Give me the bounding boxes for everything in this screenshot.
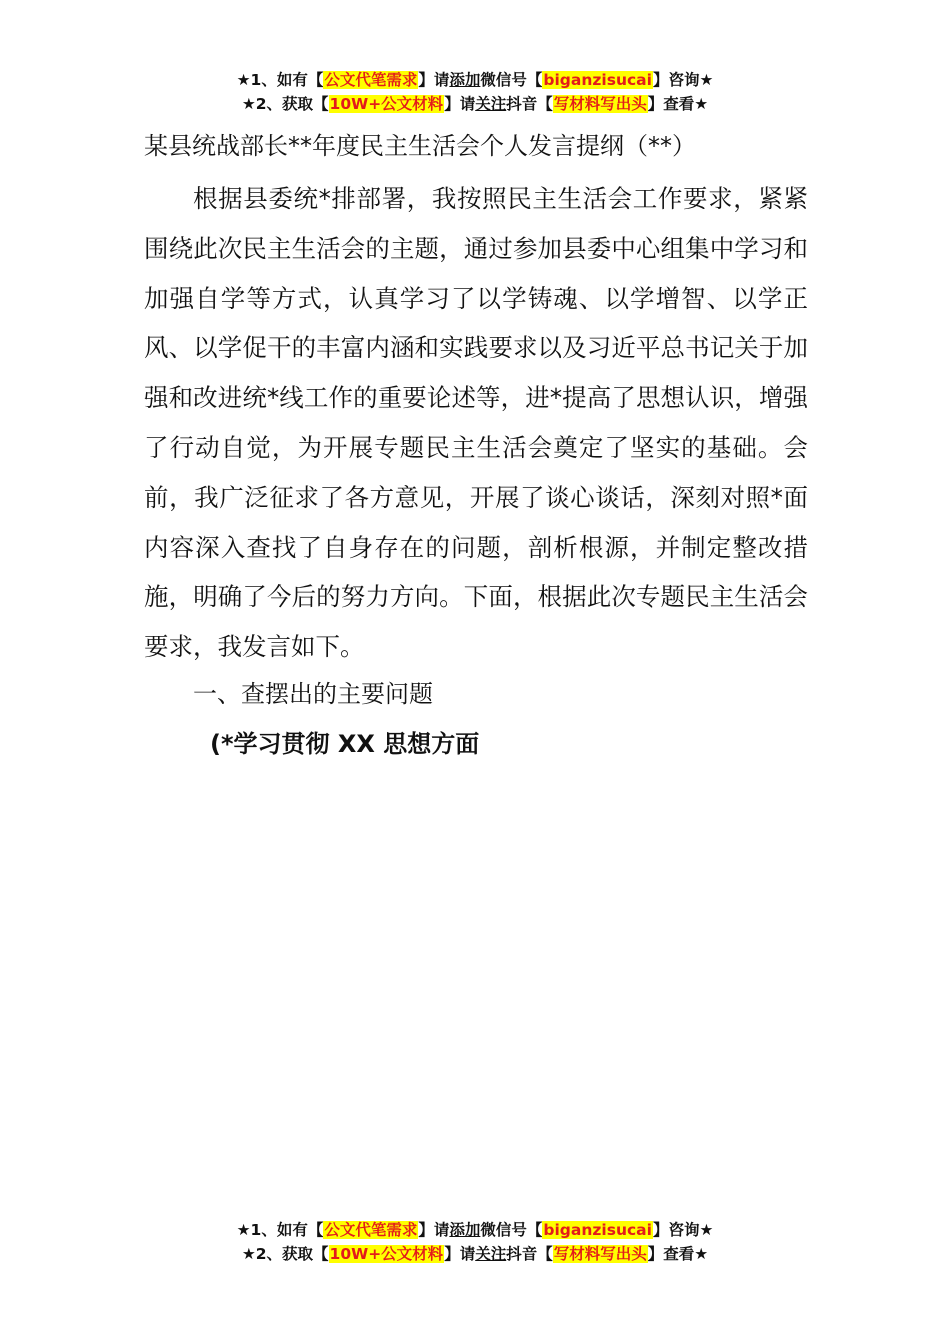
banner-underline: 添加: [449, 71, 481, 89]
banner-highlight: biganzisucai: [543, 1221, 652, 1239]
header-banner: [0, 68, 950, 116]
banner-text: 微信号【: [480, 1221, 543, 1239]
body-paragraph: 根据县委统*排部署，我按照民主生活会工作要求，紧紧围绕此次民主生活会的主题，通过参加县委中心组集中学习和加强自学等方式，认真学习了以学铸魂、以学增智、以学正风、以学促干的丰富内涵和实践要求以及习近平总书记关于加强和改进统*线工作的重要论述等，进*提高了思想认识，增强了行动自觉，为开展专题民主生活会奠定了坚实的基础。会前，我广泛征求了各方意见，开展了谈心谈话，深刻对照*面内容深入查找了自身存在的问题，剖析根源，并制定整改措施，明确了今后的努力方向。下面，根据此次专题民主生活会要求，我发言如下。: [144, 184, 808, 662]
banner-line-2: [0, 1242, 950, 1266]
document-title: 某县统战部长**年度民主生活会个人发言提纲（**）: [144, 132, 696, 160]
banner-highlight: 10W+公文材料: [329, 95, 444, 113]
footer-banner: [0, 1218, 950, 1266]
banner-underline: 添加: [449, 1221, 481, 1239]
banner-text: 】请: [418, 71, 450, 89]
banner-text: 】查看★: [647, 95, 709, 113]
banner-highlight: 写材料写出头: [553, 95, 647, 113]
banner-highlight: 写材料写出头: [553, 1245, 647, 1263]
banner-text: ★1、如有【: [236, 71, 324, 89]
banner-text: 】请: [444, 95, 476, 113]
banner-text: 抖音【: [506, 95, 553, 113]
banner-text: ★2、获取【: [241, 1245, 329, 1263]
banner-text: 】咨询★: [652, 71, 714, 89]
banner-text: 抖音【: [506, 1245, 553, 1263]
banner-underline: 关注: [475, 1245, 507, 1263]
banner-highlight: 10W+公文材料: [329, 1245, 444, 1263]
sub-heading: (*学习贯彻 XX 思想方面: [210, 730, 480, 758]
banner-text: ★2、获取【: [241, 95, 329, 113]
banner-line-1: [0, 1218, 950, 1242]
section-heading: 一、查摆出的主要问题: [193, 680, 433, 708]
banner-text: 】请: [418, 1221, 450, 1239]
banner-text: 微信号【: [480, 71, 543, 89]
banner-text: 】请: [444, 1245, 476, 1263]
banner-highlight: 公文代笔需求: [324, 1221, 418, 1239]
banner-text: ★1、如有【: [236, 1221, 324, 1239]
banner-line-1: [0, 68, 950, 92]
banner-text: 】查看★: [647, 1245, 709, 1263]
banner-underline: 关注: [475, 95, 507, 113]
banner-line-2: [0, 92, 950, 116]
banner-highlight: 公文代笔需求: [324, 71, 418, 89]
banner-highlight: biganzisucai: [543, 71, 652, 89]
banner-text: 】咨询★: [652, 1221, 714, 1239]
